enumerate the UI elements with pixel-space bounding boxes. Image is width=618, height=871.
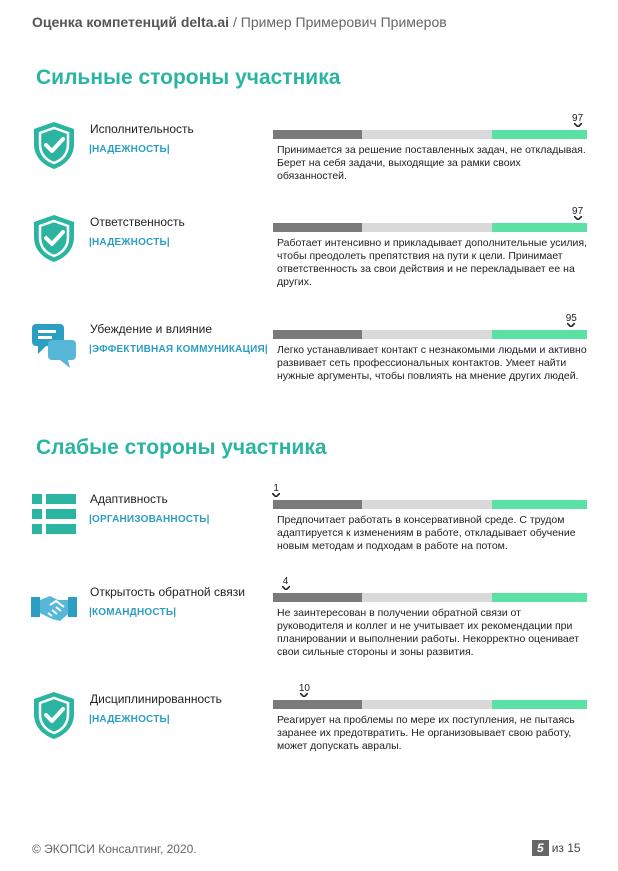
competency-description: Легко устанавливает контакт с незнакомыми людьми и активно развивает сеть профессиональных контактов. Умеет найти нужные аргументы, чтобы повлиять на мнение других людей.	[277, 344, 587, 382]
score-marker	[276, 576, 296, 590]
score-marker	[294, 683, 314, 697]
score-bar	[273, 576, 587, 602]
score-bar-low-segment	[273, 500, 362, 509]
page-header	[32, 14, 447, 30]
score-bar	[273, 683, 587, 709]
competency-name: Ответственность	[90, 215, 185, 229]
competency-tag: |НАДЕЖНОСТЬ|	[89, 714, 170, 725]
score-bar-high-segment	[492, 500, 587, 509]
score-bar-low-segment	[273, 593, 362, 602]
score-bar-high-segment	[492, 223, 587, 232]
score-bar-high-segment	[492, 130, 587, 139]
strong-section-title: Сильные стороны участника	[36, 66, 341, 89]
score-value: 10	[298, 683, 310, 694]
competency-description: Реагирует на проблемы по мере их поступления, не пытаясь заранее их предотвратить. Не организовывает свою работу, может допускать авралы.	[277, 714, 575, 752]
score-bar-low-segment	[273, 700, 362, 709]
competency-tag: |ЭФФЕКТИВНАЯ КОММУНИКАЦИЯ|	[89, 344, 268, 355]
brand-title: Оценка компетенций delta.ai	[32, 14, 230, 30]
score-bar-high-segment	[492, 593, 587, 602]
score-bar-high-segment	[492, 330, 587, 339]
competency-item	[0, 576, 618, 683]
score-marker	[266, 483, 286, 497]
score-bar	[273, 483, 587, 509]
score-value: 1	[273, 483, 279, 494]
shield-check-icon	[30, 690, 78, 740]
competency-item	[0, 113, 618, 220]
competency-item	[0, 206, 618, 313]
competency-description: Принимается за решение поставленных задач, не откладывая. Берет на себя задачи, выходящие за рамки своих обязанностей.	[277, 144, 586, 182]
score-bar	[273, 206, 587, 232]
score-value: 97	[572, 206, 584, 217]
score-marker	[568, 206, 588, 220]
competency-tag: |ОРГАНИЗОВАННОСТЬ|	[89, 514, 210, 525]
score-marker	[561, 313, 581, 327]
competency-description: Не заинтересован в получении обратной связи от руководителя и коллег и не учитывает их рекомендации при планировании и выполнении работы. Некорректно оценивает свои сильные стороны и зоны развития.	[277, 607, 580, 658]
competency-item	[0, 483, 618, 590]
competency-name: Адаптивность	[90, 492, 168, 506]
score-bar	[273, 313, 587, 339]
competency-name: Исполнительность	[90, 122, 194, 136]
page-of-label: из	[551, 841, 564, 855]
weak-section-title: Слабые стороны участника	[36, 436, 327, 459]
score-bar	[273, 113, 587, 139]
chat-bubbles-icon	[30, 320, 78, 370]
competency-tag: |НАДЕЖНОСТЬ|	[89, 237, 170, 248]
competency-tag: |НАДЕЖНОСТЬ|	[89, 144, 170, 155]
score-value: 4	[282, 576, 289, 587]
competency-item	[0, 313, 618, 420]
score-bar-low-segment	[273, 223, 362, 232]
competency-description: Работает интенсивно и прикладывает дополнительные усилия, чтобы преодолеть препятствия на пути к цели. Принимает ответственность за свои действия и не перекладывает ее на других.	[277, 237, 587, 288]
competency-tag: |КОМАНДНОСТЬ|	[89, 607, 177, 618]
score-value: 97	[572, 113, 584, 124]
shield-check-icon	[30, 120, 78, 170]
handshake-icon	[30, 583, 78, 633]
competency-name: Убеждение и влияние	[90, 322, 213, 336]
page-total: 15	[567, 841, 581, 855]
pagination	[532, 840, 581, 856]
competency-name: Дисциплинированность	[90, 692, 222, 706]
competency-description: Предпочитает работать в консервативной среде. С трудом адаптируется к изменениям в работе, откладывает обучение новым методам и подходам в работе на потом.	[277, 514, 576, 552]
competency-name: Открытость обратной связи	[90, 585, 245, 599]
score-bar-low-segment	[273, 130, 362, 139]
page-number: 5	[532, 840, 549, 856]
list-icon	[30, 490, 78, 540]
header-separator: /	[229, 14, 241, 30]
competency-item	[0, 683, 618, 790]
shield-check-icon	[30, 213, 78, 263]
score-bar-low-segment	[273, 330, 362, 339]
score-marker	[568, 113, 588, 127]
score-bar-high-segment	[492, 700, 587, 709]
copyright: © ЭКОПСИ Консалтинг, 2020.	[32, 842, 197, 856]
participant-name: Пример Примерович Примеров	[240, 14, 447, 30]
score-value: 95	[565, 313, 577, 324]
